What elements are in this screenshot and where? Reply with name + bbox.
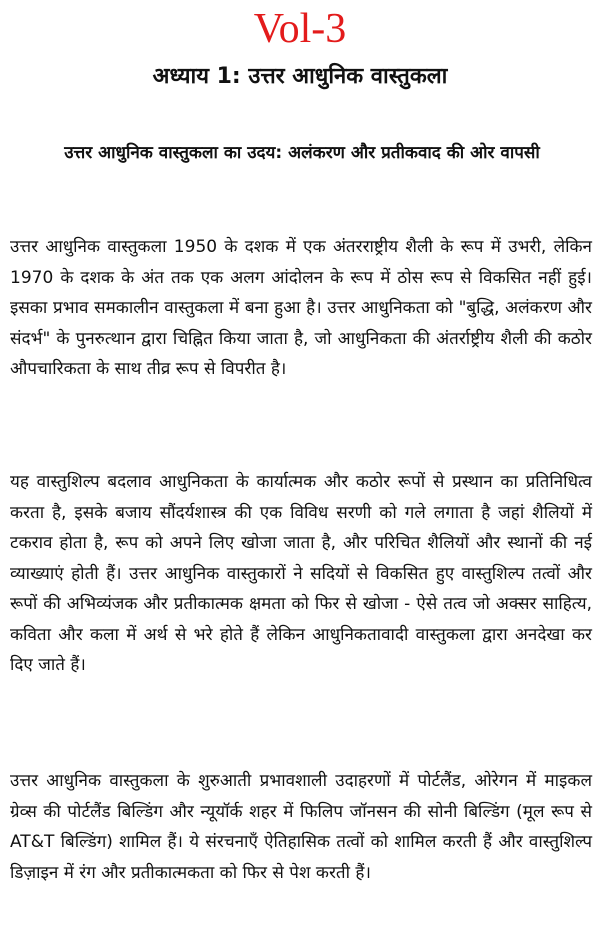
paragraph-2: यह वास्तुशिल्प बदलाव आधुनिकता के कार्यात्मक और कठोर रूपों से प्रस्थान का प्रतिनिधित्व करता है, इसके बजाय सौंदर्यशास्त्र की एक विविध सरणी को गले लगाता है जहां शैलियों में टकराव होता है, रूप को अपने लिए खोजा जाता है, और परिचित शैलियों और स्थानों की नई व्याख्याएं होती हैं। उत्तर आधुनिक वास्तुकारों ने सदियों से विकसित हुए वास्तुशिल्प तत्वों और रूपों की अभिव्यंजक और प्रतीकात्मक क्षमता को फिर से खोजा - ऐसे तत्व जो अक्सर साहित्य, कविता और कला में अर्थ से भरे होते हैं लेकिन आधुनिकतावादी वास्तुकला द्वारा अनदेखा कर दिए जाते हैं। [10,472,592,675]
chapter-title: अध्याय 1: उत्तर आधुनिक वास्तुकला [152,64,448,89]
paragraph-1: उत्तर आधुनिक वास्तुकला 1950 के दशक में एक अंतरराष्ट्रीय शैली के रूप में उभरी, लेकिन 1970 के दशक के अंत तक एक अलग आंदोलन के रूप में ठोस रूप से विकसित नहीं हुई। इसका प्रभाव समकालीन वास्तुकला में बना हुआ है। उत्तर आधुनिकता को "बुद्धि, अलंकरण और संदर्भ" के पुनरुत्थान द्वारा चिह्नित किया जाता है, जो आधुनिकता की अंतर्राष्ट्रीय शैली की कठोर औपचारिकता के साथ तीव्र रूप से विपरीत है। [10,237,592,379]
section-title: उत्तर आधुनिक वास्तुकला का उदय: अलंकरण और प्रतीकवाद की ओर वापसी [64,143,540,163]
paragraph-3: उत्तर आधुनिक वास्तुकला के शुरुआती प्रभावशाली उदाहरणों में पोर्टलैंड, ओरेगन में माइकल ग्रेव्स की पोर्टलैंड बिल्डिंग और न्यूयॉर्क शहर में फिलिप जॉनसन की सोनी बिल्डिंग (मूल रूप से AT&T बिल्डिंग) शामिल हैं। ये संरचनाएँ ऐतिहासिक तत्वों को शामिल करती हैं और वास्तुशिल्प डिज़ाइन में रंग और प्रतीकात्मकता को फिर से पेश करती हैं। [10,771,592,883]
volume-label: Vol-3 [253,6,347,52]
